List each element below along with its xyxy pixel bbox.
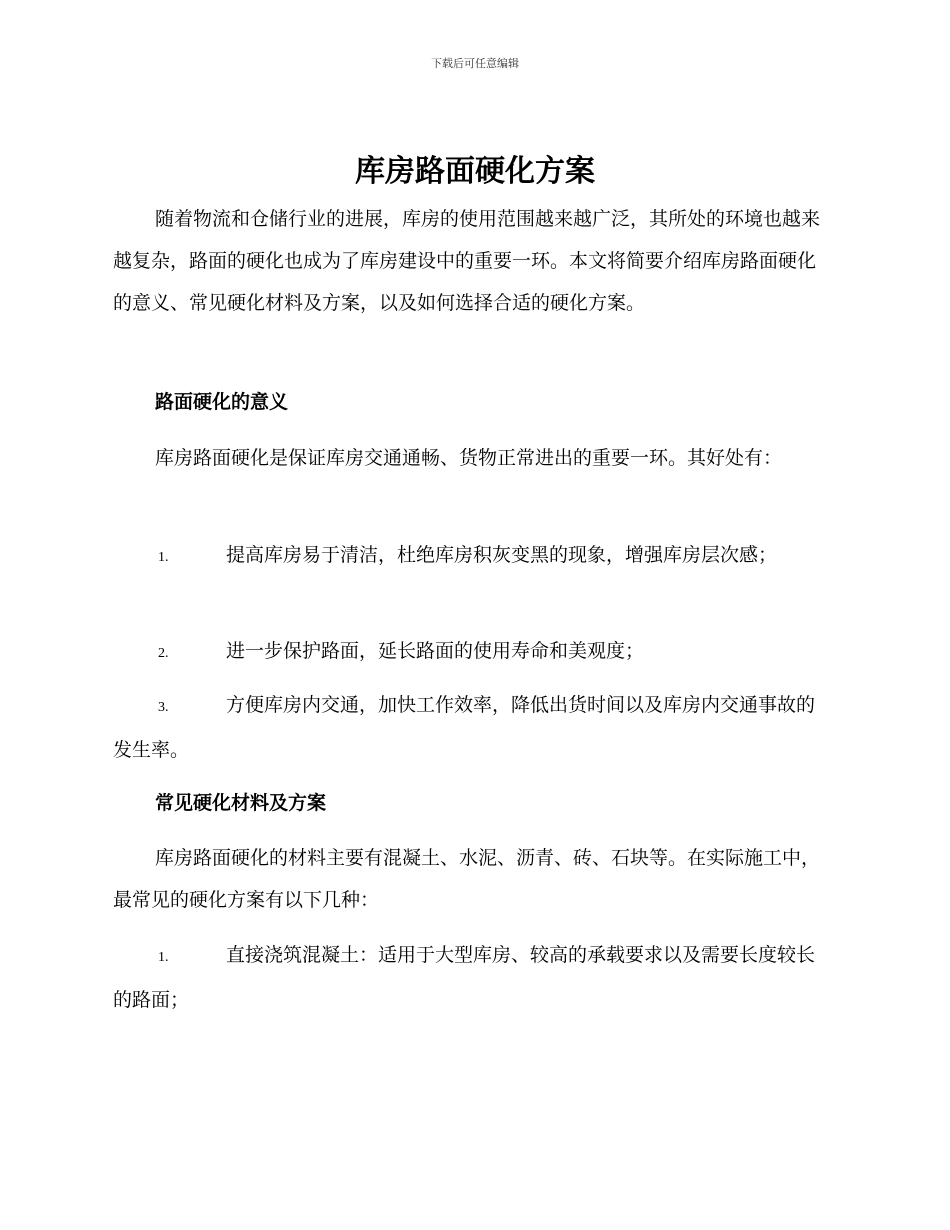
section-heading-significance: 路面硬化的意义 — [155, 391, 289, 413]
list-item — [113, 534, 833, 579]
significance-paragraph: 库房路面硬化是保证库房交通通畅、货物正常进出的重要一环。其好处有： — [155, 447, 783, 469]
materials-paragraph: 库房路面硬化的材料主要有混凝土、水泥、沥青、砖、石块等。在实际施工中，最常见的硬化方案有以下几种： — [113, 847, 821, 911]
list-item — [113, 684, 833, 771]
page-header-note: 下载后可任意编辑 — [431, 57, 519, 70]
section-heading-materials: 常见硬化材料及方案 — [155, 792, 327, 814]
list-item-number: 1. — [158, 550, 169, 565]
list-item-text: 方便库房内交通，加快工作效率，降低出货时间以及库房内交通事故的发生率。 — [113, 694, 816, 761]
list-item-number: 2. — [158, 646, 169, 661]
list-item-number: 1. — [158, 950, 169, 965]
list-item-number: 3. — [158, 700, 169, 715]
list-item-text: 进一步保护路面，延长路面的使用寿命和美观度； — [226, 640, 645, 662]
list-item — [113, 934, 833, 1021]
list-item — [113, 630, 833, 675]
intro-paragraph: 随着物流和仓储行业的进展，库房的使用范围越来越广泛，其所处的环境也越来越复杂，路面的硬化也成为了库房建设中的重要一环。本文将简要介绍库房路面硬化的意义、常见硬化材料及方案，以及如何选择合适的硬化方案。 — [113, 208, 821, 314]
document-title: 库房路面硬化方案 — [355, 154, 595, 189]
list-item-text: 提高库房易于清洁，杜绝库房积灰变黑的现象，增强库房层次感； — [226, 544, 778, 566]
list-item-text: 直接浇筑混凝土：适用于大型库房、较高的承载要求以及需要长度较长的路面； — [113, 944, 816, 1011]
